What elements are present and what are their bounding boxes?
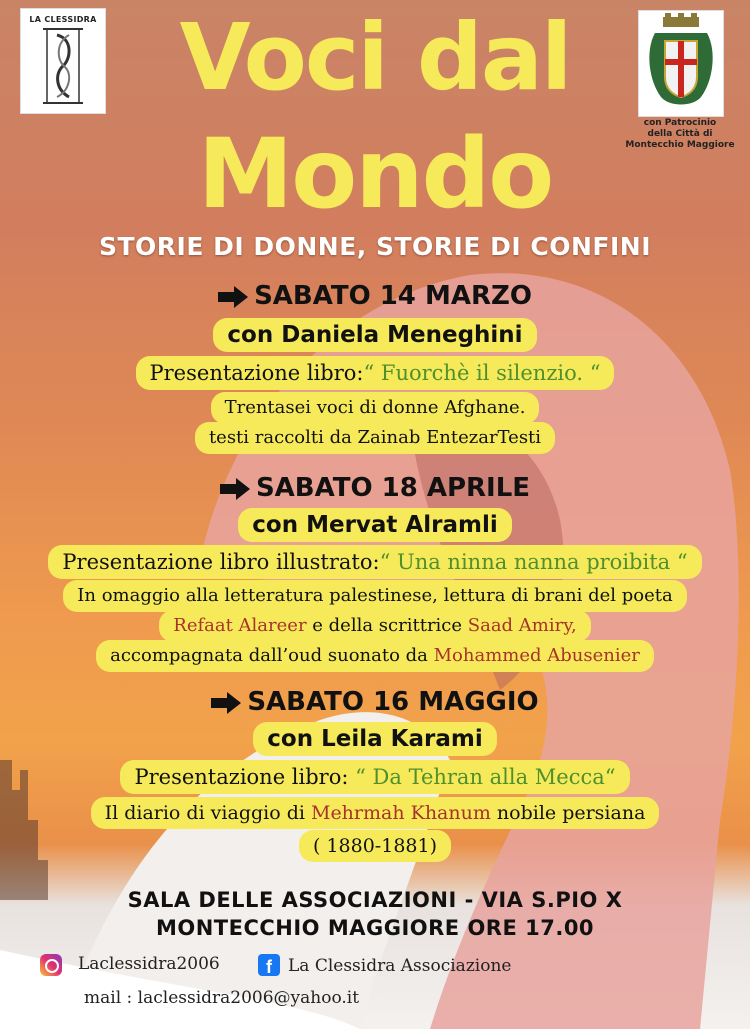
event-3-desc-row-2	[0, 830, 750, 862]
event-date-text: SABATO 14 MARZO	[254, 281, 532, 311]
event-3-presentation-row	[0, 760, 750, 794]
subtitle: STORIE DI DONNE, STORIE DI CONFINI	[98, 232, 652, 261]
event-3-presentation	[120, 760, 629, 794]
pres-prefix: Presentazione libro:	[149, 361, 364, 385]
venue-line-1: SALA DELLE ASSOCIAZIONI - VIA S.PIO X	[127, 888, 623, 912]
book-title: “ Fuorchè il silenzio. “	[363, 361, 601, 385]
coat-of-arms-icon	[639, 11, 723, 116]
event-1-guest: con Daniela Meneghini	[213, 318, 536, 352]
book-title: “ Da Tehran alla Mecca“	[355, 765, 616, 789]
instagram-handle[interactable]: Laclessidra2006	[78, 954, 220, 974]
event-2-guest-row	[0, 508, 750, 542]
event-2-guest: con Mervat Alramli	[238, 508, 511, 542]
event-2-presentation-row	[0, 545, 750, 579]
event-1-desc-row-1	[0, 392, 750, 424]
pres-prefix: Presentazione libro illustrato:	[62, 550, 380, 574]
desc-text: Il diario di viaggio di	[104, 802, 311, 824]
event-2-desc-2	[159, 610, 590, 642]
la-clessidra-logo	[20, 8, 106, 114]
patronage-line-3: Montecchio Maggiore	[625, 140, 735, 150]
event-1-guest-row	[0, 318, 750, 352]
author-name: Mehrmah Khanum	[310, 802, 491, 824]
arrow-right-icon	[220, 478, 250, 500]
arrow-right-icon	[218, 286, 248, 308]
event-2-presentation	[48, 545, 701, 579]
event-date-text: SABATO 18 APRILE	[255, 473, 531, 503]
hourglass-icon	[21, 9, 105, 113]
event-2-desc-row-1	[0, 580, 750, 612]
event-3-desc-1	[91, 797, 660, 829]
event-3-date	[0, 686, 750, 718]
event-1-presentation	[136, 356, 615, 390]
event-1-desc-2: testi raccolti da Zainab EntezarTesti	[195, 422, 555, 454]
facebook-page[interactable]: La Clessidra Associazione	[288, 956, 512, 976]
desc-text: nobile persiana	[490, 802, 646, 824]
event-2-desc-row-3	[0, 640, 750, 672]
facebook-icon: f	[258, 954, 280, 976]
event-1-date	[0, 280, 750, 312]
pres-prefix: Presentazione libro:	[134, 765, 356, 789]
arrow-right-icon	[211, 692, 241, 714]
event-3-desc-row-1	[0, 797, 750, 829]
email-contact[interactable]: mail : laclessidra2006@yahoo.it	[84, 988, 360, 1008]
event-3-guest: con Leila Karami	[253, 722, 496, 756]
event-2-desc-row-2	[0, 610, 750, 642]
musician-name: Mohammed Abusenier	[433, 645, 640, 666]
patronage-line-2: della Città di	[647, 129, 713, 139]
instagram-icon	[40, 954, 62, 976]
event-3-years: ( 1880-1881)	[299, 830, 451, 862]
venue-line-2: MONTECCHIO MAGGIORE ORE 17.00	[155, 916, 595, 940]
book-title: “ Una ninna nanna proibita “	[379, 550, 688, 574]
logo-label: LA CLESSIDRA	[29, 15, 97, 24]
city-coat-of-arms	[638, 10, 724, 117]
event-3-guest-row	[0, 722, 750, 756]
title-line-2: Mondo	[197, 118, 553, 230]
writer-name: Saad Amiry,	[467, 615, 577, 636]
desc-connector: e della scrittrice	[306, 615, 468, 636]
event-1-desc-1: Trentasei voci di donne Afghane.	[211, 392, 540, 424]
event-1-desc-row-2	[0, 422, 750, 454]
desc-text: accompagnata dall’oud suonato da	[110, 645, 434, 666]
event-1-presentation-row	[0, 356, 750, 390]
event-2-date	[0, 472, 750, 504]
event-2-desc-3	[96, 640, 654, 672]
event-date-text: SABATO 16 MAGGIO	[247, 687, 539, 717]
patronage-line-1: con Patrocinio	[643, 118, 717, 128]
poet-name: Refaat Alareer	[173, 615, 307, 636]
title-line-1: Voci dal	[179, 4, 571, 111]
event-2-desc-1: In omaggio alla letteratura palestinese, lettura di brani del poeta	[63, 580, 686, 612]
